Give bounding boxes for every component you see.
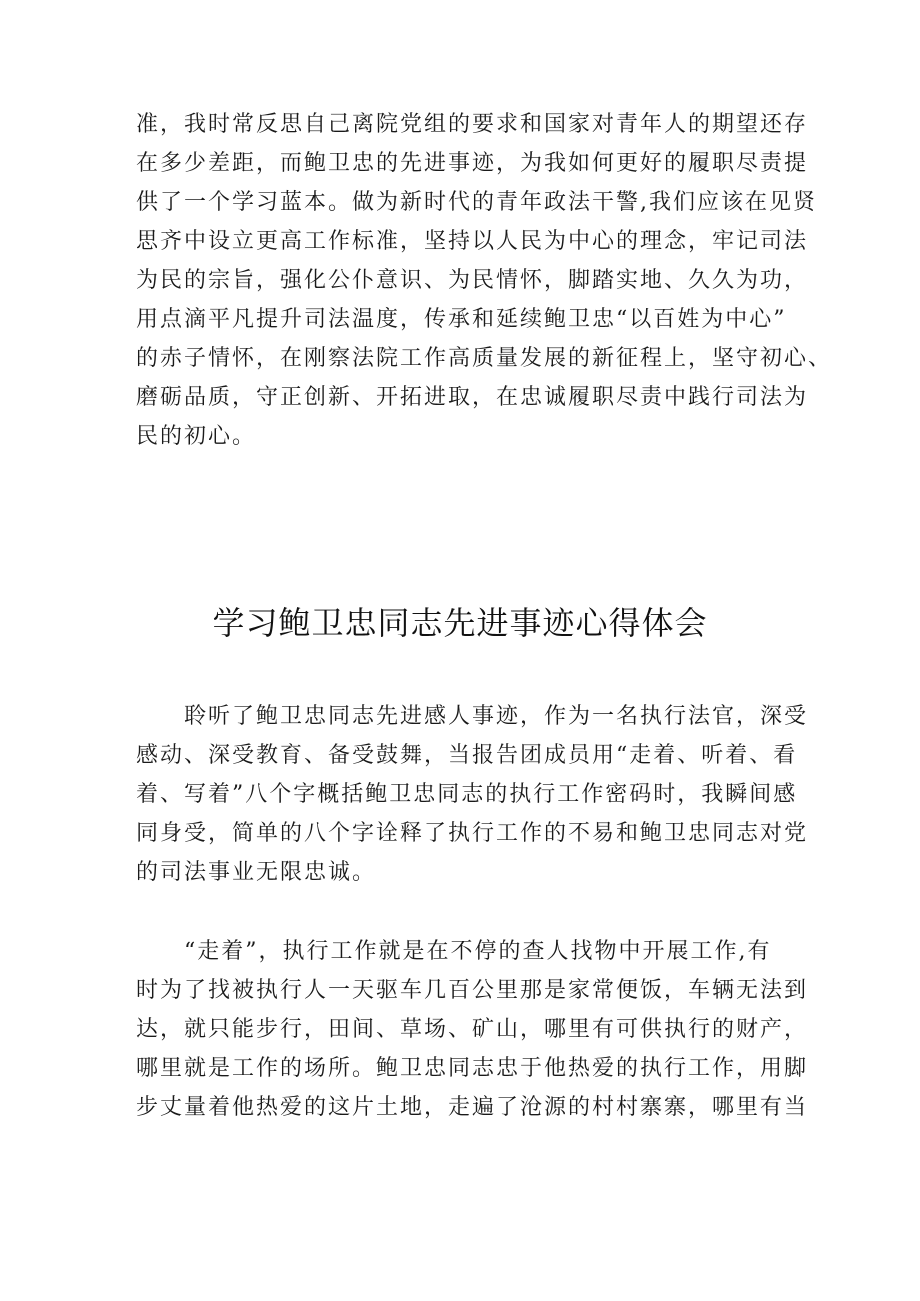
continued-paragraph — [136, 105, 833, 456]
paragraph-line: “走着”，执行工作就是在不停的查人找物中开展工作,有 — [184, 939, 772, 964]
paragraph-line: 感动、深受教育、备受鼓舞，当报告团成员用“走着、听着、看 — [136, 743, 798, 768]
paragraph-line: 时为了找被执行人一天驱车几百公里那是家常便饭，车辆无法到 — [136, 978, 809, 1003]
paragraph-line: 步丈量着他热爱的这片土地，走遍了沧源的村村寨寨，哪里有当 — [136, 1095, 809, 1120]
paragraph-line: 在多少差距，而鲍卫忠的先进事迹，为我如何更好的履职尽责提 — [136, 151, 809, 176]
paragraph-1 — [136, 697, 809, 892]
paragraph-line: 磨砺品质，守正创新、开拓进取，在忠诚履职尽责中践行司法为 — [136, 385, 809, 410]
paragraph-line: 着、写着”八个字概括鲍卫忠同志的执行工作密码时，我瞬间感 — [136, 782, 798, 807]
paragraph-2 — [136, 932, 809, 1127]
paragraph-line: 为民的宗旨，强化公仆意识、为民情怀，脚踏实地、久久为功， — [136, 268, 809, 293]
paragraph-line: 思齐中设立更高工作标准，坚持以人民为中心的理念，牢记司法 — [136, 229, 809, 254]
paragraph-line: 哪里就是工作的场所。鲍卫忠同志忠于他热爱的执行工作，用脚 — [136, 1056, 809, 1081]
paragraph-line: 的赤子情怀，在刚察法院工作高质量发展的新征程上，坚守初心、 — [136, 346, 833, 371]
paragraph-line: 准，我时常反思自己离院党组的要求和国家对青年人的期望还存 — [136, 112, 809, 137]
paragraph-line: 用点滴平凡提升司法温度，传承和延续鲍卫忠“以百姓为中心” — [136, 307, 787, 332]
section-title: 学习鲍卫忠同志先进事迹心得体会 — [212, 604, 708, 642]
paragraph-line: 供了一个学习蓝本。做为新时代的青年政法干警,我们应该在见贤 — [136, 190, 817, 215]
paragraph-line: 的司法事业无限忠诚。 — [136, 860, 377, 885]
paragraph-line: 民的初心。 — [136, 424, 257, 449]
paragraph-line: 同身受，简单的八个字诠释了执行工作的不易和鲍卫忠同志对党 — [136, 821, 809, 846]
paragraph-line: 达，就只能步行，田间、草场、矿山，哪里有可供执行的财产， — [136, 1017, 809, 1042]
paragraph-line: 聆听了鲍卫忠同志先进感人事迹，作为一名执行法官，深受 — [184, 704, 809, 729]
